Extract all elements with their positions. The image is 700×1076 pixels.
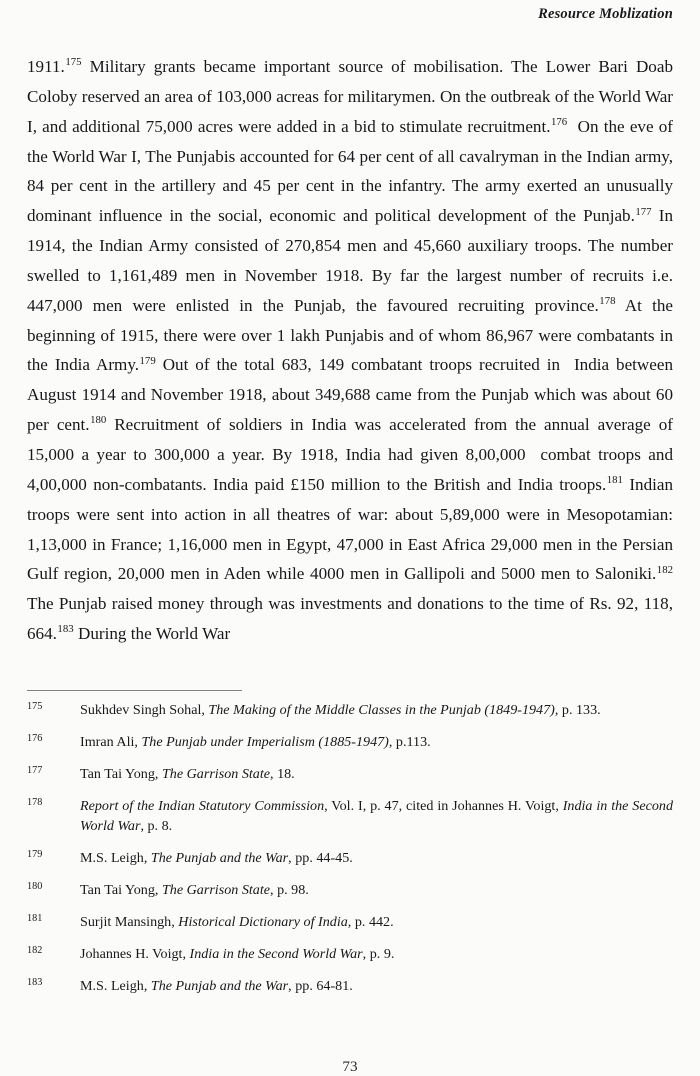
footnote-separator-rule bbox=[27, 690, 242, 691]
footnote-text: M.S. Leigh, The Punjab and the War, pp. 44-45. bbox=[80, 849, 353, 866]
footnote-number: 175 bbox=[27, 701, 43, 712]
page-number: 73 bbox=[342, 1058, 358, 1075]
footnote-text: M.S. Leigh, The Punjab and the War, pp. 64-81. bbox=[80, 977, 353, 994]
footnote-number: 177 bbox=[27, 765, 43, 776]
footnote-text: Tan Tai Yong, The Garrison State, 18. bbox=[80, 766, 295, 782]
footnote-number: 176 bbox=[27, 733, 43, 744]
footnote-text: Johannes H. Voigt, India in the Second World War, p. 9. bbox=[80, 945, 395, 962]
footnote-entry bbox=[27, 977, 673, 997]
footnote-entry bbox=[27, 945, 673, 965]
footnote-area bbox=[27, 690, 673, 996]
footnote-text: Imran Ali, The Punjab under Imperialism (1885-1947), p.113. bbox=[80, 734, 431, 750]
footnote-text: Tan Tai Yong, The Garrison State, p. 98. bbox=[80, 881, 309, 898]
body-text-block bbox=[27, 52, 673, 649]
footnote-number: 183 bbox=[27, 976, 43, 988]
footnote-list bbox=[27, 701, 673, 996]
footnote-entry bbox=[27, 701, 673, 721]
footnote-entry bbox=[27, 733, 673, 753]
footnote-number: 178 bbox=[27, 797, 43, 808]
footnote-entry bbox=[27, 849, 673, 869]
footnote-entry bbox=[27, 797, 673, 836]
footnote-entry bbox=[27, 765, 673, 785]
footnote-text: Report of the Indian Statutory Commission, Vol. I, p. 47, cited in Johannes H. Voigt, India in the Second World War, p. 8. bbox=[80, 798, 674, 834]
footnote-entry bbox=[27, 881, 673, 901]
footnote-number: 179 bbox=[27, 848, 43, 860]
footnote-number: 181 bbox=[27, 912, 43, 924]
footnote-text: Sukhdev Singh Sohal, The Making of the Middle Classes in the Punjab (1849-1947), p. 133. bbox=[80, 702, 601, 718]
body-paragraph: 1911.$^{175}$ Military grants became important source of mobilisation. The Lower Bari Doab Coloby reserved an area of 103,000 acreas for militarymen. On the outbreak of the World War I, and additional 75,000 acres were added in a bid to stimulate recruitment.$^{176}$ On the eve of the World War I, The Punjabis accounted for 64 per cent of all cavalryman in the Indian army, 84 per cent in the artillery and 45 per cent in the infantry. The army exerted an unusually dominant influence in the social, economic and political development of the Punjab.$^{177}$ In 1914, the Indian Army consisted of 270,854 men and 45,660 auxiliary troops. The number swelled to 1,161,489 men in November 1918. By far the largest number of recruits i.e. 447,000 men were enlisted in the Punjab, the favoured recruiting province.$^{178}$ At the beginning of 1915, there were over 1 lakh Punjabis and of whom 86,967 were combatants in the India Army.$^{179}$ Out of the total 683, 149 combatant troops recruited in India between August 1914 and November 1918, about 349,688 came from the Punjab which was about 60 per cent.$^{180}$ Recruitment of soldiers in India was accelerated from the annual average of 15,000 a year to 300,000 a year. By 1918, India had given 8,00,000 combat troops and 4,00,000 non-combatants. India paid £150 million to the British and India troops.$^{181}$ Indian troops were sent into action in all theatres of war: about 5,89,000 were in Mesopotamian: 1,13,000 in France; 1,16,000 men in Egypt, 47,000 in East Africa 29,000 men in the Persian Gulf region, 20,000 men in Aden while 4000 men in Gallipoli and 5000 men to Saloniki.$^{182}$ The Punjab raised money through was investments and donations to the time of Rs. 92, 118, 664.$^{183}$ During the World War bbox=[27, 56, 674, 644]
running-header: Resource Moblization bbox=[538, 6, 673, 22]
footnote-number: 182 bbox=[27, 944, 43, 956]
footnote-entry bbox=[27, 913, 673, 933]
footnote-text: Surjit Mansingh, Historical Dictionary of India, p. 442. bbox=[80, 913, 394, 930]
footnote-number: 180 bbox=[27, 880, 43, 892]
